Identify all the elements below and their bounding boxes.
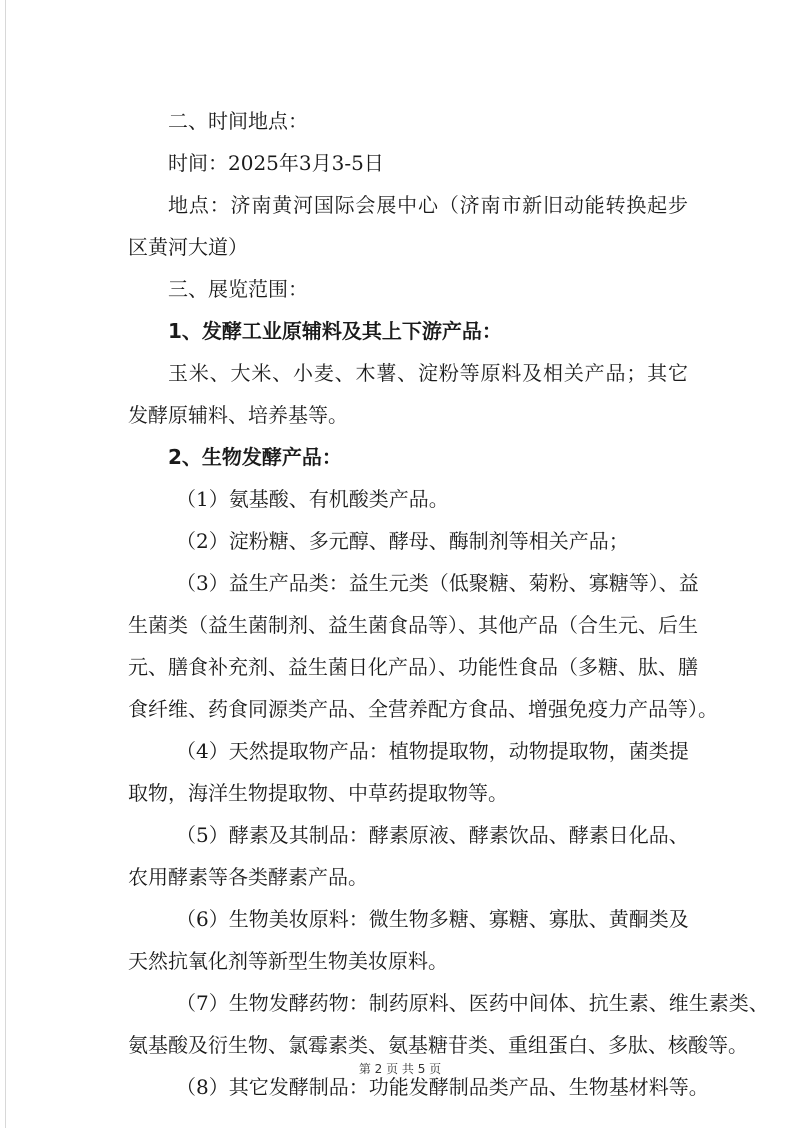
item-7-line-1: （7）生物发酵药物：制药原料、医药中间体、抗生素、维生素类、 [176,991,769,1015]
raw-materials-line-1: 玉米、大米、小麦、木薯、淀粉等原料及相关产品；其它 [168,361,688,385]
section-heading-scope: 三、展览范围： [168,277,308,301]
page-footer: 第 2 页 共 5 页 [358,1062,442,1076]
location-line-2: 区黄河大道） [128,235,248,259]
time-line: 时间：2025年3月3-5日 [168,151,384,175]
item-4-line-1: （4）天然提取物产品：植物提取物，动物提取物，菌类提 [176,739,689,763]
item-7-line-2: 氨基酸及衍生物、氯霉素类、氨基糖苷类、重组蛋白、多肽、核酸等。 [128,1033,748,1057]
section-heading-time-place: 二、时间地点： [168,109,308,133]
item-3-line-2: 生菌类（益生菌制剂、益生菌食品等）、其他产品（合生元、后生 [128,613,698,637]
item-6-line-1: （6）生物美妆原料：微生物多糖、寡糖、寡肽、黄酮类及 [176,907,689,931]
subheading-raw-materials: 1、发酵工业原辅料及其上下游产品： [168,319,502,343]
item-1: （1）氨基酸、有机酸类产品。 [176,487,449,511]
item-8: （8）其它发酵制品：功能发酵制品类产品、生物基材料等。 [176,1075,709,1099]
item-3-line-1: （3）益生产品类：益生元类（低聚糖、菊粉、寡糖等）、益 [176,571,699,595]
item-6-line-2: 天然抗氧化剂等新型生物美妆原料。 [128,949,448,973]
subheading-bio-products: 2、生物发酵产品： [168,445,342,469]
page-edge-rule [5,0,6,1128]
raw-materials-line-2: 发酵原辅料、培养基等。 [128,403,348,427]
item-3-line-4: 食纤维、药食同源类产品、全营养配方食品、增强免疫力产品等）。 [128,697,718,721]
item-2: （2）淀粉糖、多元醇、酵母、酶制剂等相关产品； [176,529,629,553]
location-line-1: 地点：济南黄河国际会展中心（济南市新旧动能转换起步 [168,193,688,217]
item-3-line-3: 元、膳食补充剂、益生菌日化产品）、功能性食品（多糖、肽、膳 [128,655,698,679]
item-5-line-1: （5）酵素及其制品：酵素原液、酵素饮品、酵素日化品、 [176,823,689,847]
item-5-line-2: 农用酵素等各类酵素产品。 [128,865,368,889]
item-4-line-2: 取物，海洋生物提取物、中草药提取物等。 [128,781,508,805]
document-body [128,100,769,1108]
